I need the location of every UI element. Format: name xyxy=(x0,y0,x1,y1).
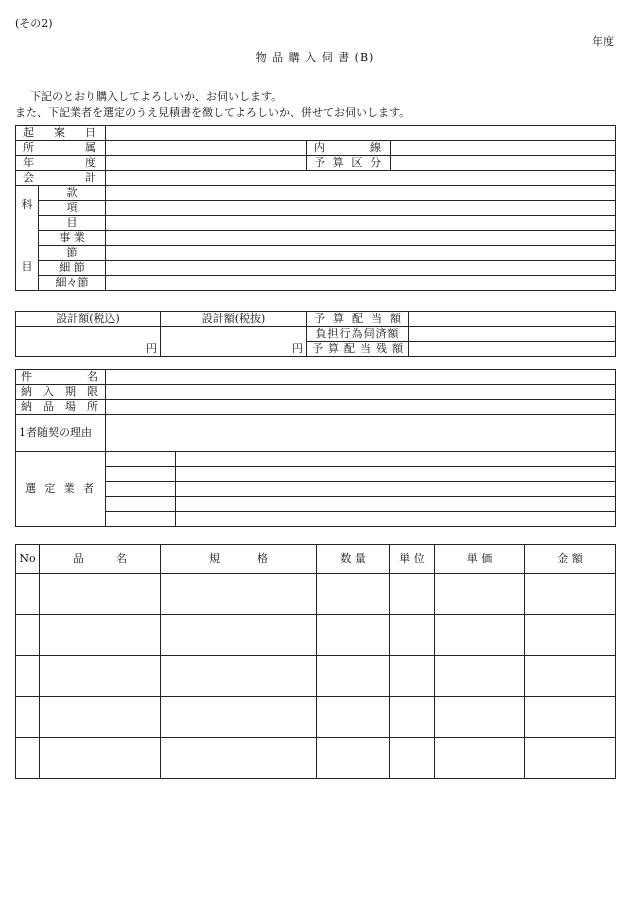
cell[interactable] xyxy=(16,615,40,656)
cell[interactable] xyxy=(317,615,390,656)
reason-value[interactable] xyxy=(106,415,616,452)
kian-value[interactable] xyxy=(106,126,616,141)
vendor-cell[interactable] xyxy=(106,497,176,512)
cell[interactable] xyxy=(40,574,161,615)
cell[interactable] xyxy=(525,615,616,656)
kamoku-setsu: 節 xyxy=(39,246,106,261)
vendor-cell[interactable] xyxy=(176,452,616,467)
label-kenmei: 件 名 xyxy=(16,370,106,385)
col-tani: 単 位 xyxy=(390,545,435,574)
saisetsu-value[interactable] xyxy=(106,261,616,276)
kamoku-moku: 目 xyxy=(39,216,106,231)
col-no: No xyxy=(16,545,40,574)
label-reason: 1者随契の理由 xyxy=(16,415,106,452)
page-title: 物 品 購 入 伺 書 (B) xyxy=(255,51,375,64)
vendor-cell[interactable] xyxy=(106,452,176,467)
design-tax-in-label: 設計額(税込) xyxy=(16,312,161,327)
design-tax-ex-label: 設計額(税抜) xyxy=(161,312,307,327)
vendor-cell[interactable] xyxy=(176,512,616,527)
cell[interactable] xyxy=(40,738,161,779)
yen-unit: 円 xyxy=(292,342,303,355)
vendor-cell[interactable] xyxy=(176,497,616,512)
yosan-kubun-value[interactable] xyxy=(391,156,616,171)
cell[interactable] xyxy=(525,697,616,738)
kamoku-kou: 項 xyxy=(39,201,106,216)
setsu-value[interactable] xyxy=(106,246,616,261)
cell[interactable] xyxy=(317,574,390,615)
cell[interactable] xyxy=(390,574,435,615)
label-kamoku: 科 目 xyxy=(16,186,39,291)
label-nohin-basho: 納 品 場 所 xyxy=(16,400,106,415)
naisen-value[interactable] xyxy=(391,141,616,156)
col-tanka: 単 価 xyxy=(435,545,525,574)
info-table xyxy=(15,125,616,291)
label-nonyu-kigen: 納 入 期 限 xyxy=(16,385,106,400)
label-yosan-kubun: 予 算 区 分 xyxy=(307,156,391,171)
kan-value[interactable] xyxy=(106,186,616,201)
moku-value[interactable] xyxy=(106,216,616,231)
kamoku-kan: 款 xyxy=(39,186,106,201)
intro-line-2: また、下記業者を選定のうえ見積書を徴してよろしいか、併せてお伺いします。 xyxy=(15,106,411,119)
design-tax-in-value[interactable] xyxy=(16,327,161,357)
cell[interactable] xyxy=(161,738,317,779)
vendor-cell[interactable] xyxy=(176,482,616,497)
amount-table xyxy=(15,311,616,357)
cell[interactable] xyxy=(40,656,161,697)
cell[interactable] xyxy=(525,738,616,779)
table-row xyxy=(16,697,616,738)
label-budget-alloc: 予 算 配 当 額 xyxy=(307,312,409,327)
cell[interactable] xyxy=(390,697,435,738)
nonyu-kigen-value[interactable] xyxy=(106,385,616,400)
intro-line-1: 下記のとおり購入してよろしいか、お伺いします。 xyxy=(30,90,283,103)
kou-value[interactable] xyxy=(106,201,616,216)
cell[interactable] xyxy=(435,574,525,615)
cell[interactable] xyxy=(161,574,317,615)
cell[interactable] xyxy=(16,574,40,615)
cell[interactable] xyxy=(390,738,435,779)
budget-alloc-value[interactable] xyxy=(409,312,616,327)
vendor-cell[interactable] xyxy=(106,512,176,527)
col-kingaku: 金 額 xyxy=(525,545,616,574)
label-shozoku: 所 属 xyxy=(16,141,106,156)
cell[interactable] xyxy=(16,656,40,697)
cell[interactable] xyxy=(16,738,40,779)
table-row xyxy=(16,656,616,697)
vendor-cell[interactable] xyxy=(106,467,176,482)
cell[interactable] xyxy=(40,697,161,738)
kamoku-saisetsu: 細 節 xyxy=(39,261,106,276)
label-kaikei: 会 計 xyxy=(16,171,106,186)
saisaisetsu-value[interactable] xyxy=(106,276,616,291)
cell[interactable] xyxy=(161,656,317,697)
kaikei-value[interactable] xyxy=(106,171,616,186)
cell[interactable] xyxy=(317,738,390,779)
cell[interactable] xyxy=(161,615,317,656)
cell[interactable] xyxy=(525,656,616,697)
label-naisen: 内 線 xyxy=(307,141,391,156)
label-liability: 負担行為伺済額 xyxy=(307,327,409,342)
cell[interactable] xyxy=(317,656,390,697)
design-tax-ex-value[interactable] xyxy=(161,327,307,357)
cell[interactable] xyxy=(317,697,390,738)
cell[interactable] xyxy=(40,615,161,656)
label-kian: 起 案 日 xyxy=(16,126,106,141)
table-row xyxy=(16,738,616,779)
cell[interactable] xyxy=(435,615,525,656)
table-row xyxy=(16,615,616,656)
col-suryo: 数 量 xyxy=(317,545,390,574)
col-kikaku: 規 格 xyxy=(161,545,317,574)
jigyo-value[interactable] xyxy=(106,231,616,246)
table-row xyxy=(16,574,616,615)
col-hinmei: 品 名 xyxy=(40,545,161,574)
cell[interactable] xyxy=(16,697,40,738)
fiscal-year-label: 年度 xyxy=(592,35,614,48)
label-vendors: 選 定 業 者 xyxy=(16,452,106,527)
detail-table xyxy=(15,369,616,527)
cell[interactable] xyxy=(435,738,525,779)
vendor-cell[interactable] xyxy=(176,467,616,482)
items-table xyxy=(15,544,616,779)
kamoku-saisaisetsu: 細々節 xyxy=(39,276,106,291)
nohin-basho-value[interactable] xyxy=(106,400,616,415)
label-budget-remain: 予 算 配 当 残 額 xyxy=(307,342,409,357)
shozoku-value[interactable] xyxy=(106,141,307,156)
kamoku-jigyo: 事 業 xyxy=(39,231,106,246)
form-number: (その2) xyxy=(15,17,53,30)
cell[interactable] xyxy=(161,697,317,738)
label-nendo: 年 度 xyxy=(16,156,106,171)
liability-value[interactable] xyxy=(409,327,616,342)
cell[interactable] xyxy=(390,615,435,656)
cell[interactable] xyxy=(525,574,616,615)
nendo-value[interactable] xyxy=(106,156,307,171)
vendor-cell[interactable] xyxy=(106,482,176,497)
cell[interactable] xyxy=(435,697,525,738)
budget-remain-value[interactable] xyxy=(409,342,616,357)
yen-unit: 円 xyxy=(146,342,157,355)
cell[interactable] xyxy=(435,656,525,697)
cell[interactable] xyxy=(390,656,435,697)
kenmei-value[interactable] xyxy=(106,370,616,385)
